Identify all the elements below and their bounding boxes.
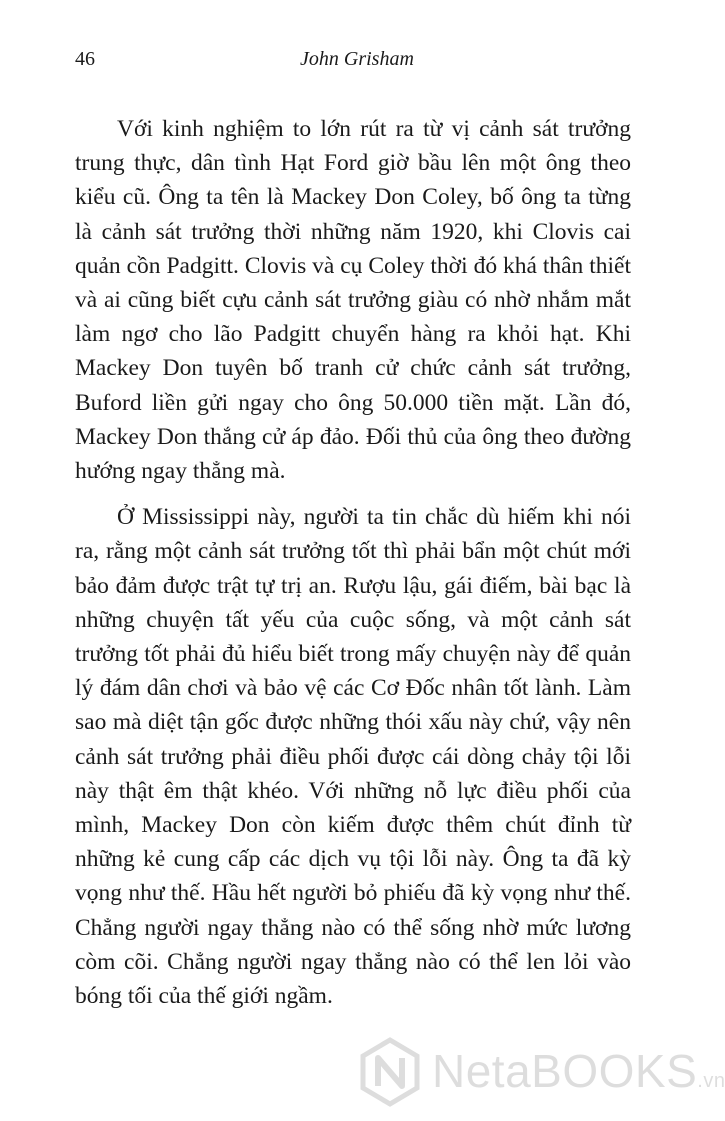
paragraph-1: Với kinh nghiệm to lớn rút ra từ vị cảnh sát trưởng trung thực, dân tình Hạt Ford giờ bầu lên một ông theo kiểu cũ. Ông ta tên là Mackey Don Coley, bố ông ta từng là cảnh sát trưởng thời những năm 1920, khi Clovis cai quản cồn Padgitt. Clovis và cụ Coley thời đó khá thân thiết và ai cũng biết cựu cảnh sát trưởng giàu có nhờ nhắm mắt làm ngơ cho lão Padgitt chuyển hàng ra khỏi hạt. Khi Mackey Don tuyên bố tranh cử chức cảnh sát trưởng, Buford liền gửi ngay cho ông 50.000 tiền mặt. Lần đó, Mackey Don thắng cử áp đảo. Đối thủ của ông theo đường hướng ngay thẳng mà.: [75, 116, 631, 485]
netabooks-logo-icon: [360, 1038, 420, 1106]
watermark: [360, 1032, 725, 1112]
running-head-author: John Grisham: [300, 48, 414, 70]
page-header: [75, 48, 635, 78]
page-number: 46: [75, 48, 95, 70]
body-text: [75, 112, 631, 1013]
watermark-text: NetaBOOKS.vn: [432, 1045, 725, 1097]
paragraph-2: Ở Mississippi này, người ta tin chắc dù hiếm khi nói ra, rằng một cảnh sát trưởng tốt thì phải bẩn một chút mới bảo đảm được trật tự trị an. Rượu lậu, gái điếm, bài bạc là những chuyện tất yếu của cuộc sống, và một cảnh sát trưởng tốt phải đủ hiểu biết trong mấy chuyện này để quản lý đám dân chơi và bảo vệ các Cơ Đốc nhân tốt lành. Làm sao mà diệt tận gốc được những thói xấu này chứ, vậy nên cảnh sát trưởng phải điều phối được cái dòng chảy tội lỗi này thật êm thật khéo. Với những nỗ lực điều phối của mình, Mackey Don còn kiếm được thêm chút đỉnh từ những kẻ cung cấp các dịch vụ tội lỗi này. Ông ta đã kỳ vọng như thế. Hầu hết người bỏ phiếu đã kỳ vọng như thế. Chẳng người ngay thẳng nào có thể sống nhờ mức lương còm cõi. Chẳng người ngay thẳng nào có thể len lỏi vào bóng tối của thế giới ngầm.: [75, 504, 631, 1010]
